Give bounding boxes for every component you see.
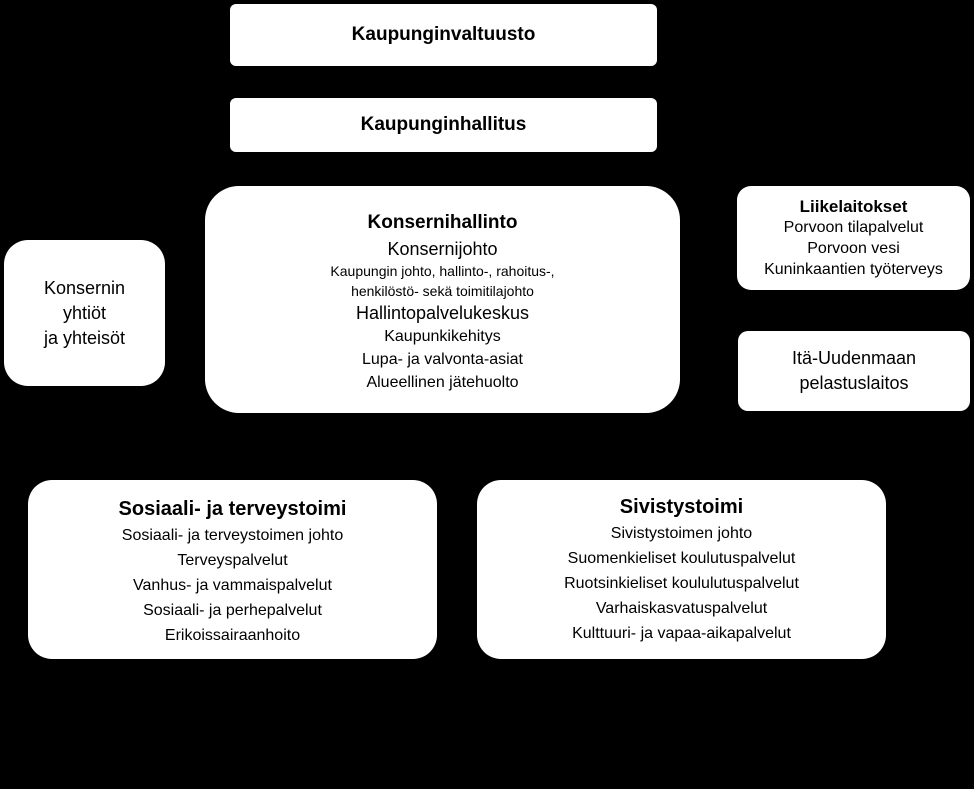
liikelaitos-item: Porvoon tilapalvelut [783,219,924,236]
pelastuslaitos-box [738,331,970,411]
sosiaali-item: Erikoissairaanhoito [164,627,301,644]
konsernijohto-label: Konsernijohto [387,239,498,259]
konsernihallinto-box [205,186,680,413]
konsernihallinto-title: Konsernihallinto [367,212,518,233]
sivistys-item: Suomenkieliset koulutuspalvelut [567,550,796,567]
konsernijohto-detail-1: Kaupungin johto, hallinto-, rahoitus-, [330,263,555,279]
kaupunginhallitus-box [230,98,657,152]
liikelaitos-item: Porvoon vesi [807,240,900,257]
konserni-item: Lupa- ja valvonta-asiat [362,351,523,368]
konsernin-yhtiot-box [4,240,165,386]
konserni-item: Kaupunkikehitys [384,328,501,345]
yhtiot-line: Konsernin [43,277,126,298]
pelastus-line: pelastuslaitos [799,373,909,393]
kaupunginvaltuusto-title: Kaupunginvaltuusto [351,24,536,45]
liikelaitokset-box [737,186,970,290]
yhtiot-line: yhtiöt [62,302,107,323]
kaupunginhallitus-title: Kaupunginhallitus [360,114,527,135]
sosiaali-item: Sosiaali- ja terveystoimen johto [121,527,344,544]
sivistys-item: Ruotsinkieliset koululutuspalvelut [564,575,799,592]
liikelaitos-item: Kuninkaantien työterveys [764,261,943,278]
sivistys-item: Varhaiskasvatuspalvelut [595,600,768,617]
liikelaitokset-title: Liikelaitokset [799,197,908,216]
sosiaali-item: Terveyspalvelut [177,552,288,569]
pelastus-line: Itä-Uudenmaan [791,348,917,368]
sosiaali-item: Vanhus- ja vammaispalvelut [133,577,332,594]
sosiaali-item: Sosiaali- ja perhepalvelut [143,602,322,619]
sivistys-item: Kulttuuri- ja vapaa-aikapalvelut [572,625,791,642]
sosiaali-title: Sosiaali- ja terveystoimi [118,498,347,520]
yhtiot-line: ja yhteisöt [43,327,126,348]
kaupunginvaltuusto-box [230,4,657,66]
konsernijohto-detail-2: henkilöstö- sekä toimitilajohto [351,283,534,299]
sivistys-title: Sivistystoimi [619,496,744,518]
hallintopalvelukeskus-label: Hallintopalvelukeskus [355,303,530,323]
sivistys-item: Sivistystoimen johto [610,525,753,542]
sosiaali-ja-terveystoimi-box [28,480,437,659]
sivistystoimi-box [477,480,886,659]
konserni-item: Alueellinen jätehuolto [366,374,519,391]
